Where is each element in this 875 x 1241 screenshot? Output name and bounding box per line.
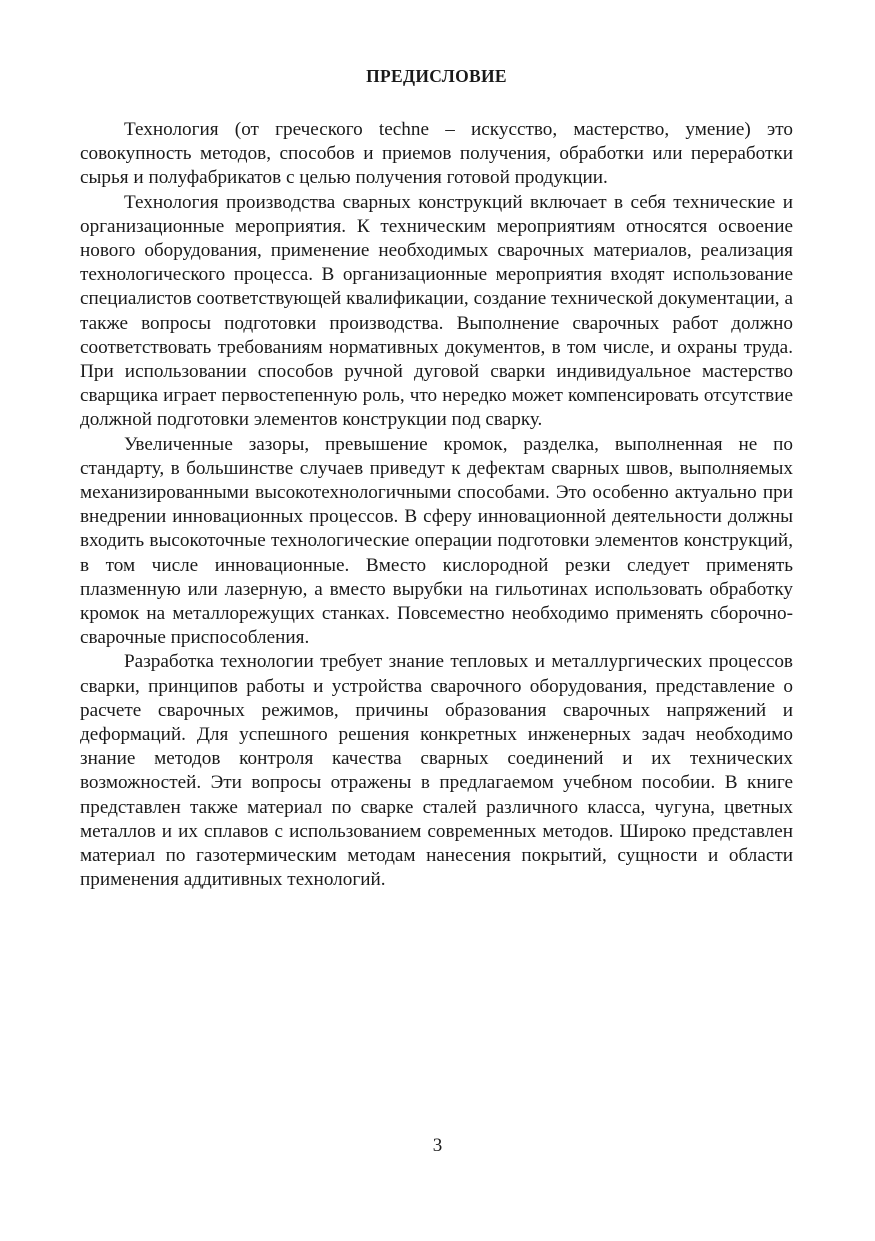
paragraph-textbook-scope: Разработка технологии требует знание тепловых и металлургических процессов сварки, принципов работы и устройства сварочного оборудования, представление о расчете сварочных режимов, причины образования сварочных напряжений и деформаций. Для успешного решения конкретных инженерных задач необходимо знание методов контроля качества сварных соединений и их технических возможностей. Эти вопросы отражены в предлагаемом учебном пособии. В книге представлен также материал по сварке сталей различного класса, чугуна, цветных металлов и их сплавов с использованием современных методов. Широко представлен материал по газотермическим методам нанесения покрытий, сущности и области применения аддитивных технологий.	[80, 651, 793, 891]
paragraph-technology-measures: Технология производства сварных конструкций включает в себя технические и организационные мероприятия. К техническим мероприятиям относятся освоение нового оборудования, применение необходимых сварочных материалов, реализация технологического процесса. В организационные мероприятия входят использование специалистов соответствующей квалификации, создание технической документации, а также вопросы подготовки производства. Выполнение сварочных работ должно соответствовать требованиям нормативных документов, в том числе, и охраны труда. При использовании способов ручной дуговой сварки индивидуальное мастерство сварщика играет первостепенную роль, что нередко может компенсировать отсутствие должной подготовки элементов конструкции под сварку.	[80, 191, 793, 431]
page-content	[80, 64, 793, 893]
paragraph-definition: Технология (от греческого techne – искусство, мастерство, умение) это совокупность методов, способов и приемов получения, обработки или переработки сырья и полуфабрикатов с целью получения готовой продукции.	[80, 119, 793, 189]
page-title: ПРЕДИСЛОВИЕ	[366, 66, 507, 86]
paragraph-defects-innovation: Увеличенные зазоры, превышение кромок, разделка, выполненная не по стандарту, в большинстве случаев приведут к дефектам сварных швов, выполняемых механизированными высокотехнологичными способами. Это особенно актуально при внедрении инновационных процессов. В сферу инновационной деятельности должны входить высокоточные технологические операции подготовки элементов конструкций, в том числе инновационные. Вместо кислородной резки следует применять плазменную или лазерную, а вместо вырубки на гильотинах использовать обработку кромок на металлорежущих станках. Повсеместно необходимо применять сборочно-сварочные приспособления.	[80, 433, 793, 649]
page-number: 3	[432, 1135, 443, 1156]
